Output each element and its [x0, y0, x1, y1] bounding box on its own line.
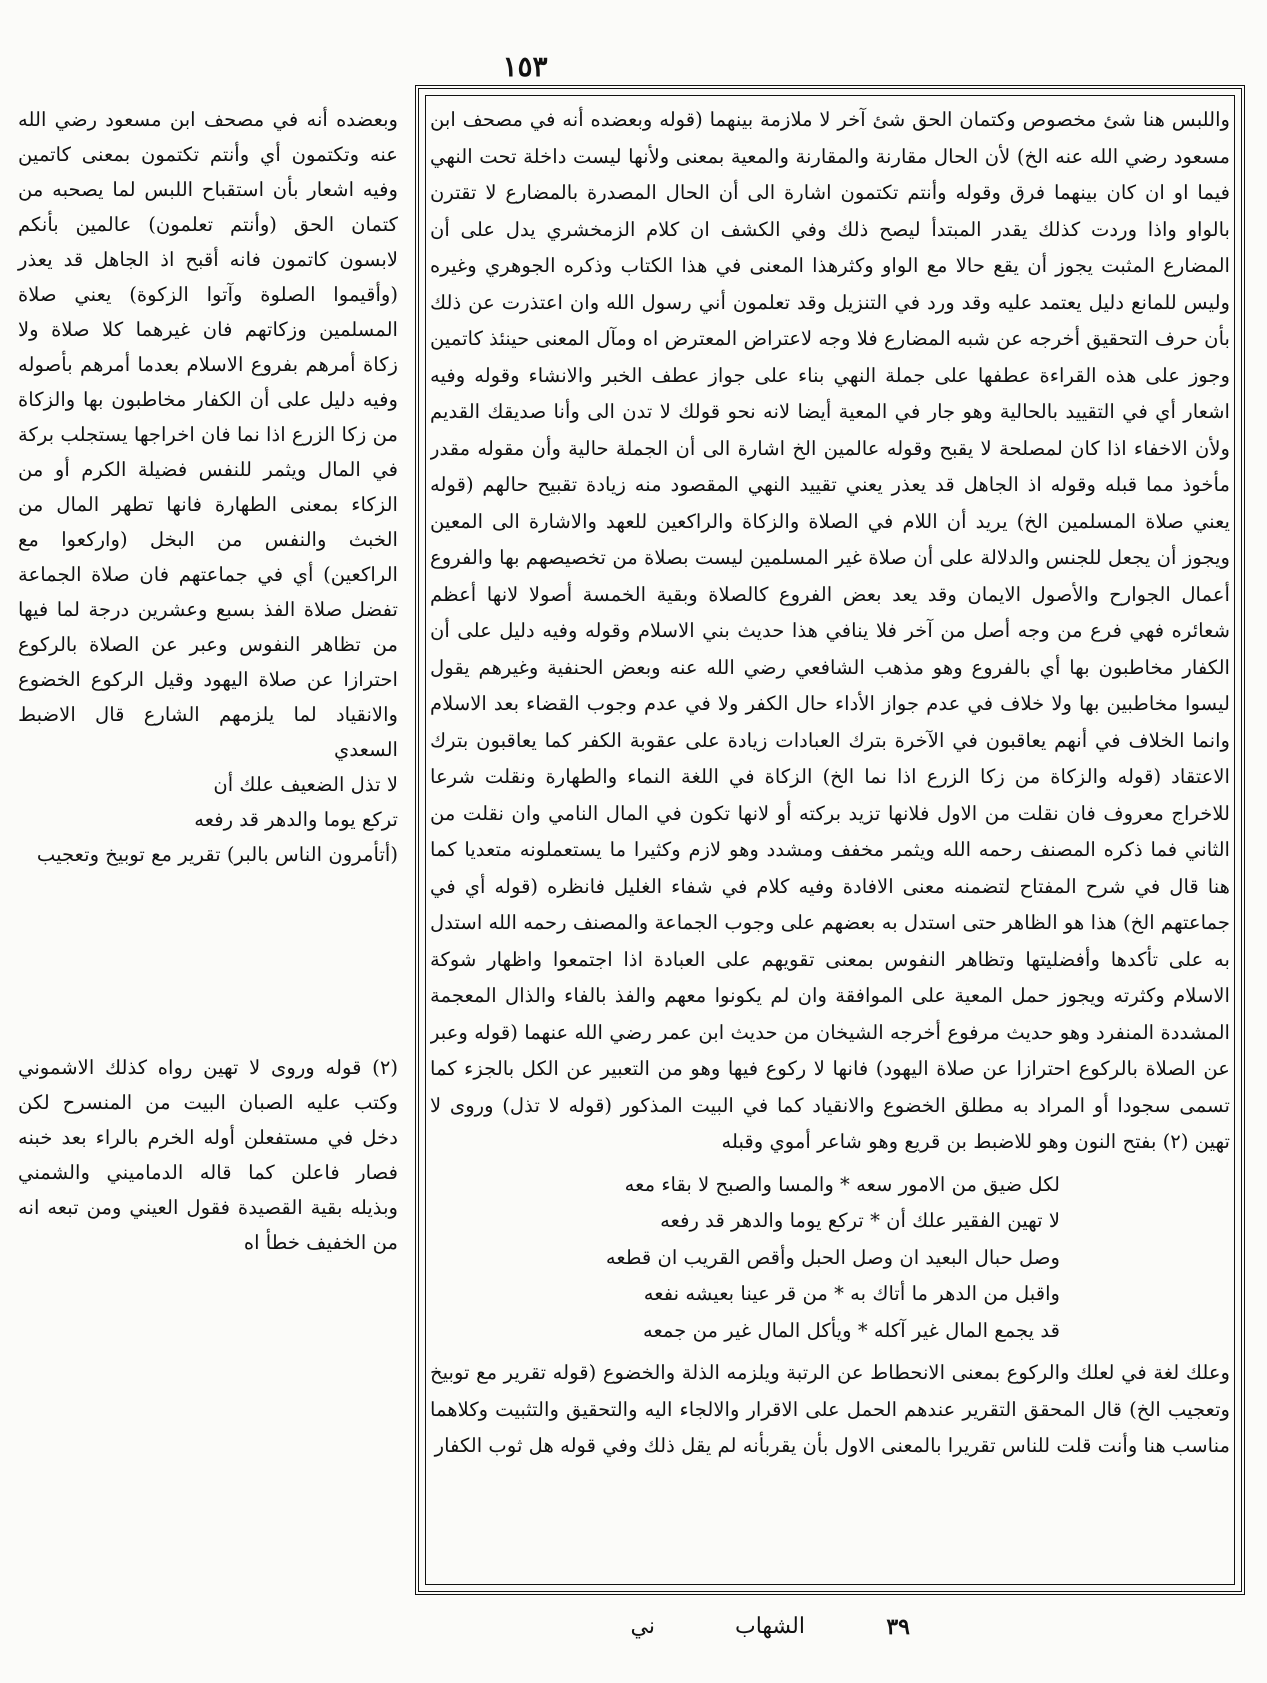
- page-footer: [570, 1614, 910, 1648]
- margin-verse-line: تركع يوما والدهر قد رفعه: [194, 808, 398, 831]
- signature-number: ٣٩: [886, 1614, 910, 1640]
- main-paragraph: واللبس هنا شئ مخصوص وكتمان الحق شئ آخر لا ملازمة بينهما (قوله وبعضده أنه في مصحف ابن مسعود رضي الله عنه الخ) لأن الحال مقارنة والمقارنة والمعية بمعنى ولأنها ليست داخلة تحت النهي فيما او ان كان بينهما فرق وقوله وأنتم تكتمون اشارة الى أن الحال المصدرة بالمضارع لا تقترن بالواو واذا وردت كذلك يقدر المبتدأ ليصح ذلك وفي الكشف ان كلام الزمخشري يدل على أن المضارع المثبت يجوز أن يقع حالا مع الواو وكثرهذا المعنى في هذا الكتاب وذكره الجوهري وغيره وليس للمانع دليل يعتمد عليه وقد ورد في التنزيل وقد تعلمون أني رسول الله وان اعتذرت عن ذلك بأن حرف التحقيق أخرجه عن شبه المضارع فلا وجه لاعتراض المعترض اه ومآل المعنى حينئذ كاتمين وجوز على هذه القراءة عطفها على جملة النهي بناء على جواز عطف الخبر والانشاء وقوله وفيه اشعار أي في التقييد بالحالية وهو جار في المعية أيضا لانه نحو قولك لا تدن الى وأنا صديقك القديم ولأن الاخفاء اذا كان لمصلحة لا يقبح وقوله عالمين الخ اشارة الى أن الجملة حالية وأن مقوله مقدر مأخوذ مما قبله وقوله اذ الجاهل قد يعذر يعني تقييد النهي المقصود منه زيادة تقبيح حالهم (قوله يعني صلاة المسلمين الخ) يريد أن اللام في الصلاة والزكاة والراكعين للعهد والاشارة الى المعين ويجوز أن يجعل للجنس والدلالة على أن صلاة غير المسلمين ليست بصلاة من تخصيصهم بها والفروع أعمال الجوارح والأصول الايمان وقد يعد بعض الفروع كالصلاة وبقية الخمسة أصولا لانها أعظم شعائره فهي فرع من وجه أصل من آخر فلا ينافي هذا حديث بني الاسلام وقوله وفيه دليل على أن الكفار مخاطبون بها أي بالفروع وهو مذهب الشافعي رضي الله عنه وبعض الحنفية وغيرهم يقول ليسوا مخاطبين بها ولا خلاف في عدم جواز الأداء حال الكفر ولا في عدم وجوب القضاء بعد الاسلام وانما الخلاف في أنهم يعاقبون في الآخرة بترك العبادات زيادة على عقوبة الكفر كما يعاقبون بترك الاعتقاد (قوله والزكاة من زكا الزرع اذا نما الخ) الزكاة في اللغة النماء والطهارة ونقلت شرعا للاخراج معروف فان نقلت من الاول فلانها تزيد بركته أو لانها تكون في المال النامي وان نقلت من الثاني فما ذكره المصنف رحمه الله ويثمر مخفف ومشدد وهو لازم وكثيرا ما يستعملونه متعديا كما هنا قال في شرح المفتاح لتضمنه معنى الافادة وفيه كلام في شفاء الغليل فانظره (قوله أي في جماعتهم الخ) هذا هو الظاهر حتى استدل به بعضهم على وجوب الجماعة والمصنف رحمه الله استدل به على تأكدها وأفضليتها وتظاهر النفوس بمعنى تقويهم على العبادة اذا اجتمعوا واظهار شوكة الاسلام وكثرته ويجوز حمل المعية على الموافقة وان لم يكونوا معهم والفذ بالفاء والذال المعجمة المشددة المنفرد وهو حديث مرفوع أخرجه الشيخان من حديث ابن عمر رضي الله عنهما (قوله وعبر عن الصلاة بالركوع احترازا عن صلاة اليهود) فانها لا ركوع فيها وهو من التعبير عن الكل بالجزء كما تسمى سجودا أو المراد به مطلق الخضوع والانقياد كما في البيت المذكور (قوله لا تذل) وروى لا تهين (٢) بفتح النون وهو للاضبط بن قريع وهو شاعر أموي وقبله: [430, 108, 1230, 1153]
- margin-paragraph: (أتأمرون الناس بالبر) تقرير مع توبيخ وتعجيب: [36, 843, 398, 866]
- margin-verse-line: لا تذل الضعيف علك أن: [213, 773, 398, 796]
- footnote-text: (٢) قوله وروى لا تهين رواه كذلك الاشموني وكتب عليه الصبان البيت من المنسرح لكن دخل في مستفعلن أوله الخرم بالراء بعد خبنه فصار فاعلن كما قاله الدماميني والشمني وبذيله بقية القصيدة فقول العيني ومن تبعه انه من الخفيف خطأ اه: [18, 1056, 398, 1254]
- verse-line: قد يجمع المال غير آكله * ويأكل المال غير من جمعه: [642, 1318, 1060, 1342]
- poem-verses: [430, 1167, 1230, 1350]
- signature-part: ني: [630, 1614, 655, 1639]
- main-closing-paragraph: وعلك لغة في لعلك والركوع بمعنى الانحطاط عن الرتبة ويلزمه الذلة والخضوع (قوله تقرير مع توبيخ وتعجيب الخ) قال المحقق التقرير عندهم الحمل على الاقرار والالجاء اليه والتحقيق والتثبيت وكلاهما مناسب هنا وأنت قلت للناس تقريرا بالمعنى الاول بأن يقربأنه لم يقل ذلك وفي قوله هل ثوب الكفار: [430, 1361, 1230, 1457]
- verse-line: واقبل من الدهر ما أتاك به * من قر عينا بعيشه نفعه: [643, 1282, 1060, 1305]
- margin-footnote: [18, 1050, 398, 1260]
- page-number: ١٥٣: [502, 50, 548, 83]
- verse-line: لكل ضيق من الامور سعه * والمسا والصبح لا بقاء معه: [624, 1172, 1060, 1196]
- verse-line: وصل حبال البعيد ان وصل الحبل وأقص القريب ان قطعه: [605, 1245, 1060, 1269]
- main-commentary: [430, 102, 1230, 1575]
- margin-paragraph: وبعضده أنه في مصحف ابن مسعود رضي الله عنه وتكتمون أي وأنتم تكتمون بمعنى كاتمين وفيه اشعار بأن استقباح اللبس لما يصحبه من كتمان الحق (وأنتم تعلمون) عالمين بأنكم لابسون كاتمون فانه أقبح اذ الجاهل قد يعذر (وأقيموا الصلوة وآتوا الزكوة) يعني صلاة المسلمين وزكاتهم فان غيرهما كلا صلاة ولا زكاة أمرهم بفروع الاسلام بعدما أمرهم بأصوله وفيه دليل على أن الكفار مخاطبون بها والزكاة من زكا الزرع اذا نما فان اخراجها يستجلب بركة في المال ويثمر للنفس فضيلة الكرم أو من الزكاء بمعنى الطهارة فانها تطهر المال من الخبث والنفس من البخل (واركعوا مع الراكعين) أي في جماعتهم فان صلاة الجماعة تفضل صلاة الفذ بسبع وعشرين درجة لما فيها من تظاهر النفوس وعبر عن الصلاة بالركوع احترازا عن صلاة اليهود وقيل الركوع الخضوع والانقياد لما يلزمهم الشارع قال الاضبط السعدي: [18, 108, 398, 761]
- verse-line: لا تهين الفقير علك أن * تركع يوما والدهر قد رفعه: [660, 1209, 1060, 1232]
- margin-commentary: [18, 102, 398, 872]
- signature-title: الشهاب: [735, 1614, 805, 1639]
